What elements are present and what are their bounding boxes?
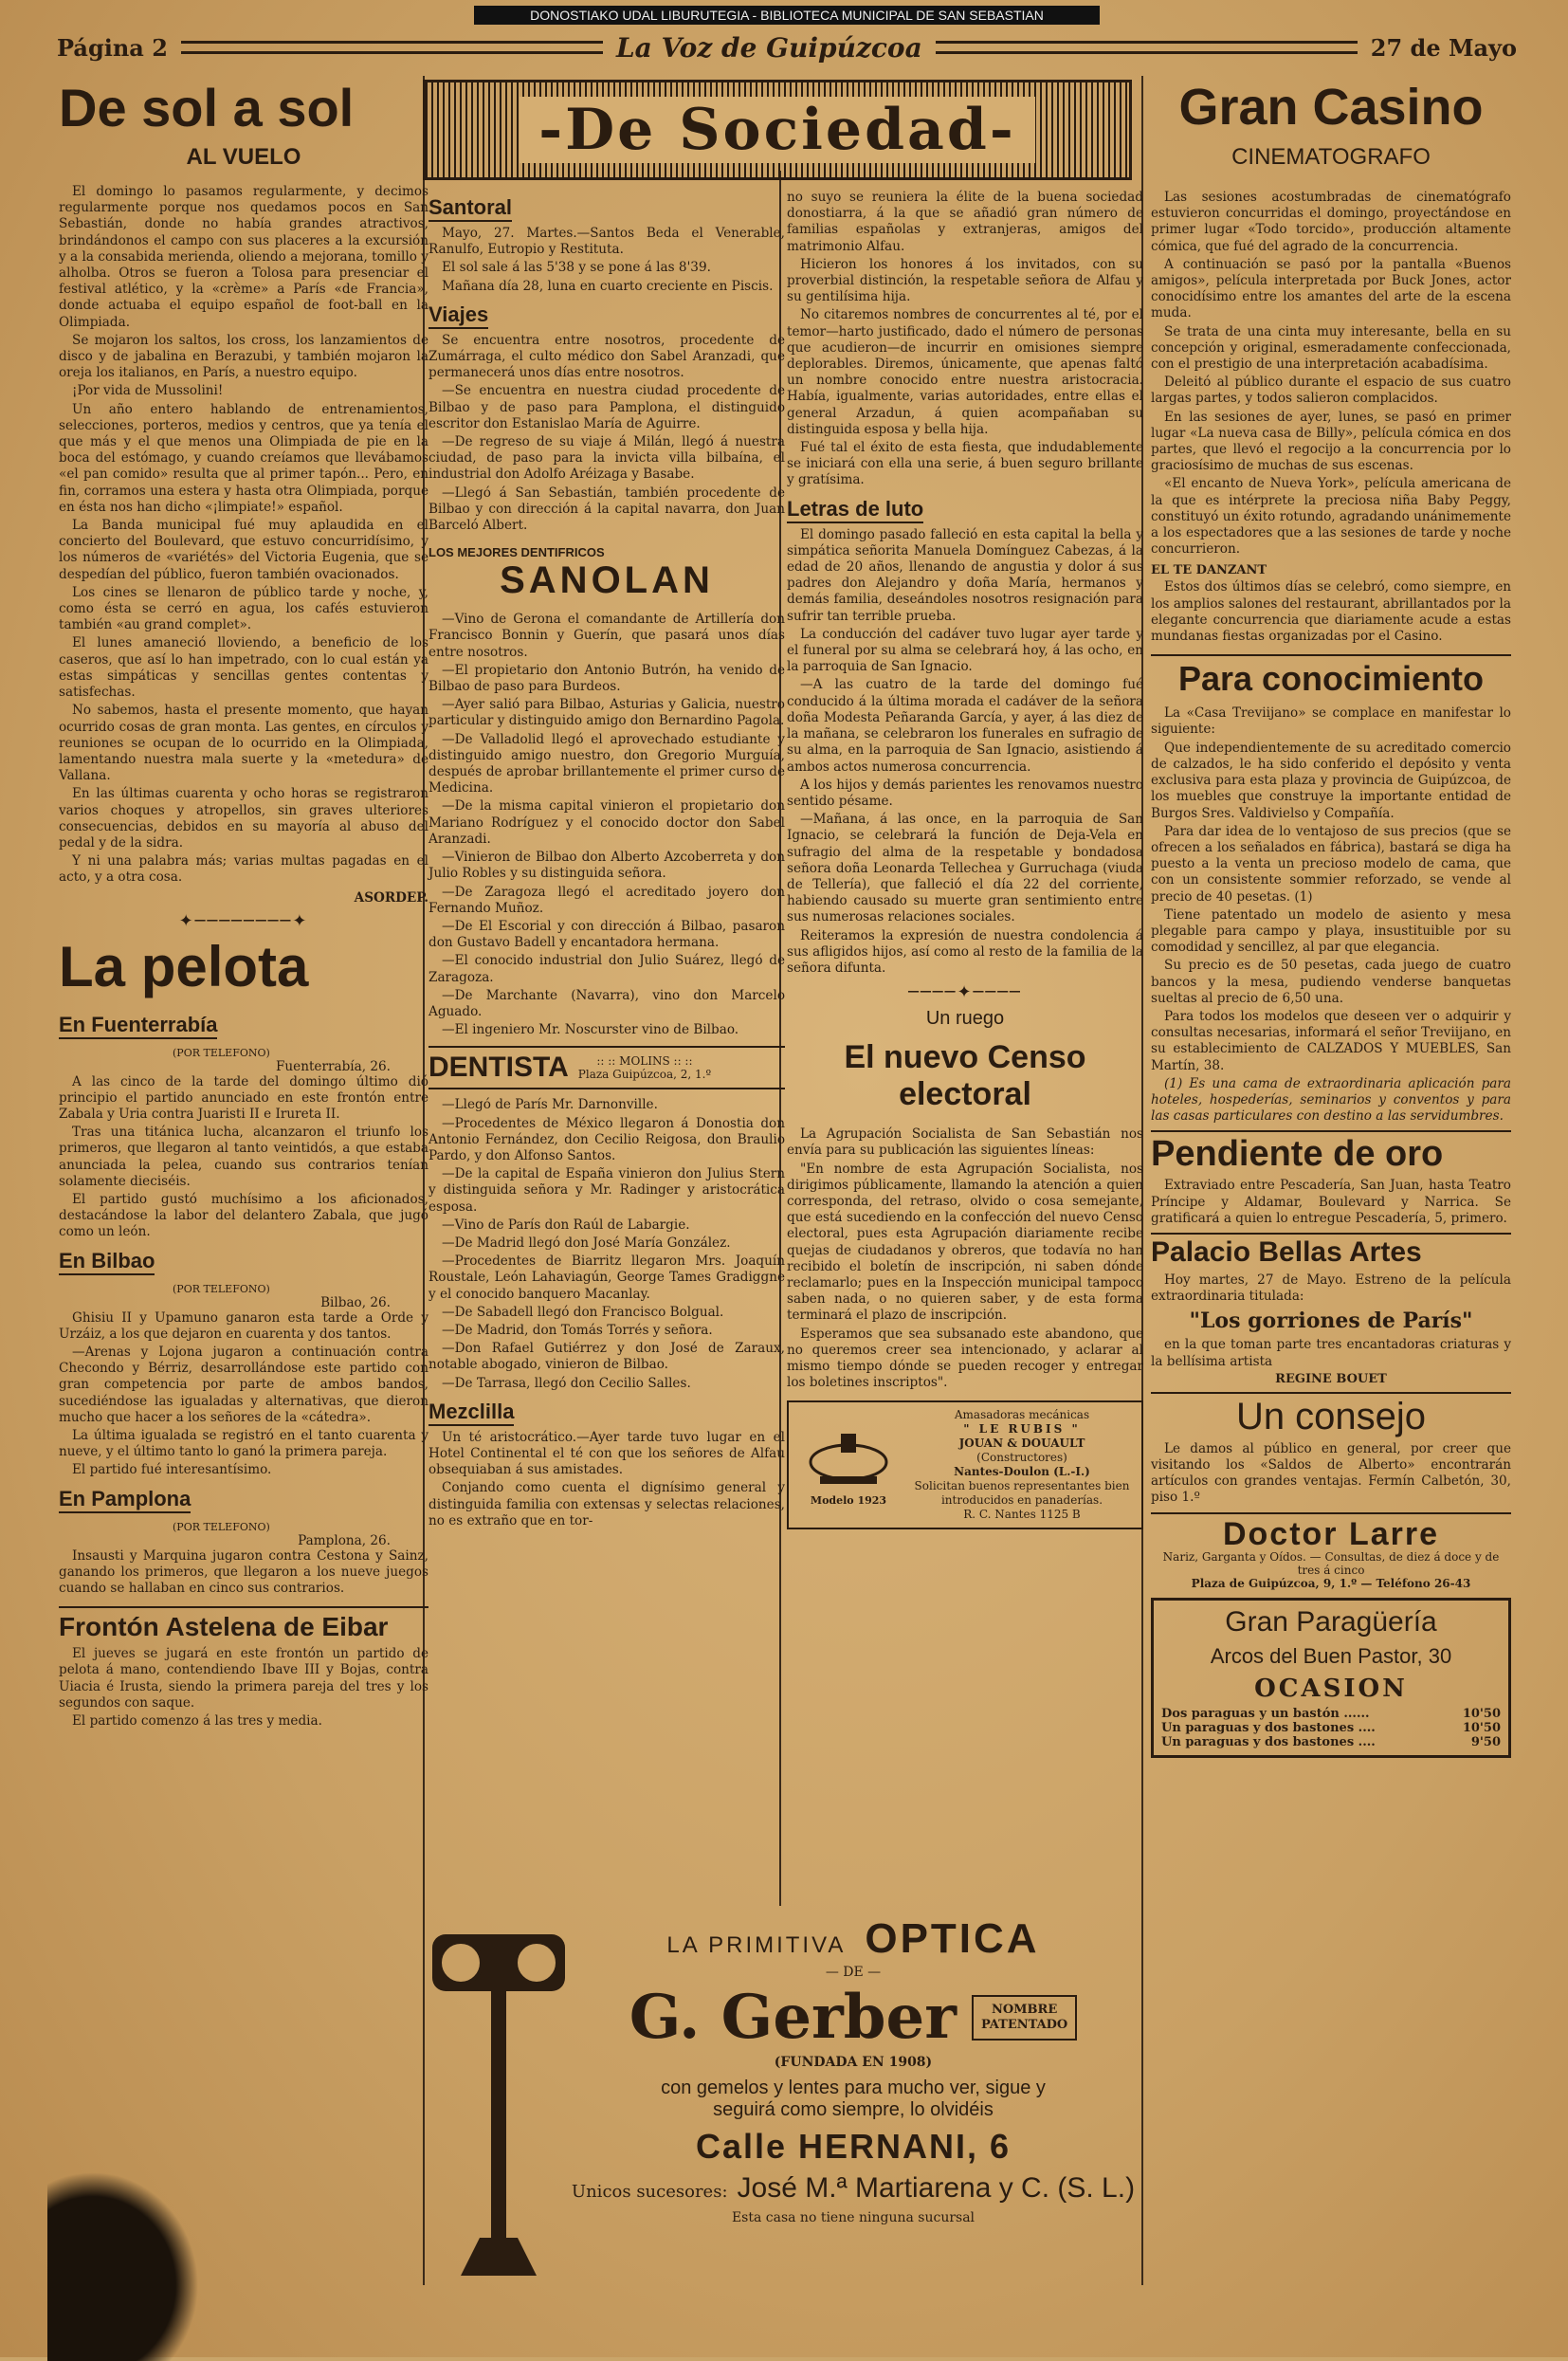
rubis-line: R. C. Nantes 1125 B — [963, 1508, 1081, 1522]
article-paragraph: Su precio es de 50 pesetas, cada juego de cuatro bancos y la mesa, pudiendo venderse banquetas sueltas al precio de 6,50 una. — [1151, 958, 1511, 1006]
article-paragraph: —Llegó de París Mr. Darnonville. — [442, 1097, 658, 1113]
consejo-title: Un consejo — [1235, 1395, 1427, 1437]
article-paragraph: —Don Rafael Gutiérrez y don José de Zaraux, notable abogado, vinieron de Bilbao. — [428, 1341, 785, 1373]
article-paragraph: Se mojaron los saltos, los cross, los lanzamientos de disco y de jabalina en Berazubi, y también mojaron la oreja los italianos, en París, a nuestro equipo. — [59, 332, 428, 381]
article-paragraph: Un té aristocrático.—Ayer tarde tuvo lugar en el Hotel Continental el té con que los señores de Alfau obsequiaban á sus amistades. — [428, 1429, 785, 1478]
article-paragraph: Conjando como cuenta el dignísimo general y distinguida familia con extensas y selectas relaciones, no es extraño que en tor- — [428, 1480, 785, 1528]
optica-name: G. Gerber — [629, 1982, 957, 2053]
article-paragraph: La Agrupación Socialista de San Sebastián nos envía para su publicación las siguientes líneas: — [787, 1126, 1143, 1159]
sanolan-pretitle: LOS MEJORES DENTIFRICOS — [428, 545, 605, 560]
article-paragraph: En las sesiones de ayer, lunes, se pasó en primer lugar «La nueva casa de Billy», película cómica en dos partes, que llevó el regocijo a la concurrencia por lo graciosísimo de muchas de sus escenas. — [1151, 409, 1511, 474]
paraguas-item — [1161, 1721, 1501, 1735]
article-paragraph: Le damos al público en general, por creer que visitando los «Saldos de Alberto» encontrarán artículos con grandes ventajas. Fermín Calbetón, 30, piso 1.º — [1151, 1440, 1511, 1506]
item-label: Dos paraguas y un bastón ...... — [1161, 1706, 1370, 1721]
optica-ad — [569, 1915, 1138, 2295]
article-paragraph: Mayo, 27. Martes.—Santos Beda el Venerable, Ranulfo, Eutropio y Restituta. — [428, 226, 785, 258]
archive-banner: DONOSTIAKO UDAL LIBURUTEGIA - BIBLIOTECA MUNICIPAL DE SAN SEBASTIAN — [474, 6, 1100, 25]
larre-ad — [1151, 1512, 1511, 1590]
ocasion-label: OCASION — [1254, 1674, 1408, 1703]
article-paragraph: Deleitó al público durante el espacio de sus cuatro largas partes, y todos salieron complacidos. — [1151, 375, 1511, 407]
mixer-illustration — [796, 1424, 901, 1507]
rubis-line: " LE RUBIS " — [963, 1422, 1081, 1437]
article-paragraph: —De Madrid llegó don José María González. — [442, 1235, 731, 1251]
article-paragraph: en la que toman parte tres encantadoras criaturas y la bellísima artista — [1151, 1337, 1511, 1369]
article-paragraph: —De Madrid, don Tomás Torrés y señora. — [442, 1322, 713, 1338]
article-paragraph: —El ingeniero Mr. Noscurster vino de Bilbao. — [442, 1022, 739, 1038]
patent-line: NOMBRE — [991, 2002, 1058, 2017]
sociedad-title: -De Sociedad- — [520, 97, 1035, 163]
telephone-note: (POR TELEFONO) — [173, 1520, 270, 1533]
article-paragraph: Extraviado entre Pescadería, San Juan, hasta Teatro Príncipe y Aldamar, Boulevard y Narrica. Se gratificará a quien lo entregue Pescadería, 5, primero. — [1151, 1178, 1511, 1226]
article-paragraph: Se encuentra entre nosotros, procedente de Zumárraga, el culto médico don Sabel Aranzadi, que permanecerá unos días entre nosotros. — [428, 332, 785, 381]
article-paragraph: Los cines se llenaron de público tarde y noche, y, como ésta se cerró en agua, los cafés estuvieron también «au grand complet». — [59, 584, 428, 633]
article-paragraph: Se trata de una cinta muy interesante, bella en su concepción y original, esmeradamente confeccionada, con el prestigio de una interpretación acabadísima. — [1151, 323, 1511, 373]
article-paragraph: —Ayer salió para Bilbao, Asturias y Galicia, nuestro particular y distinguido amigo don Bernardino Pagola. — [428, 697, 785, 729]
masthead-rule — [181, 41, 603, 54]
article-paragraph: "En nombre de esta Agrupación Socialista, nos dirigimos públicamente, llamando la atención a quien corresponda, del retraso, olvido o cosa semejante, que está sucediendo en la confección del nuevo Censo electoral, pues esta Agrupación diariamente recibe quejas de ciudadanos y obreros, que todavía no han recibido el boletín de inscripción, ni saben dónde reclamarlo; pues en la Inspección municipal tampoco saben nada, o no quieren saber, y de esta forma terminará el plazo de inscripción. — [787, 1161, 1143, 1324]
rubis-line: (Constructores) — [976, 1451, 1067, 1465]
article-paragraph: A continuación se pasó por la pantalla «Buenos amigos», película interpretada por Buck Jones, actor conocidísimo entre los amantes del arte de la escena muda. — [1151, 256, 1511, 321]
optica-heading — [569, 1915, 1138, 1963]
te-danzant-head: EL TE DANZANT — [1151, 563, 1267, 578]
paraguas-title: Gran Paragüería — [1225, 1605, 1437, 1638]
article-paragraph: —Vino de Gerona el comandante de Artillería don Francisco Bonnin y Guerín, que pasará unos días entre nosotros. — [428, 612, 785, 660]
rubis-line: Amasadoras mecánicas — [954, 1408, 1090, 1422]
article-paragraph: Las sesiones acostumbradas de cinematógrafo estuvieron concurridas el domingo, proyectándose en primer lugar «Todo torcido», producción altamente cómica, que fué del agrado de la concurrencia. — [1151, 190, 1511, 254]
dentista-address: Plaza Guipúzcoa, 2, 1.º — [577, 1068, 712, 1082]
article-paragraph: Para todos los modelos que deseen ver o adquirir y consultas necesarias, informará el señor Treviijano, en su establecimiento de CALZADOS Y MUEBLES, San Martín, 38. — [1151, 1008, 1511, 1073]
article-paragraph: A los hijos y demás parientes les renovamos nuestro sentido pésame. — [787, 777, 1143, 809]
article-paragraph: —De El Escorial y con dirección á Bilbao, pasaron don Gustavo Badell y encantadora hermana. — [428, 918, 785, 951]
para-section — [1151, 654, 1511, 1125]
column-2 — [428, 190, 785, 1531]
sol-subtitle: AL VUELO — [186, 144, 301, 170]
signature: ASORDEP. — [354, 889, 428, 906]
item-label: Un paraguas y dos bastones .... — [1161, 1734, 1376, 1749]
para-title: Para conocimiento — [1177, 659, 1485, 699]
rubis-line: JOUAN & DOUAULT — [958, 1437, 1085, 1451]
article-paragraph: Tras una titánica lucha, alcanzaron el triunfo los primeros, que llegaron al tanto veintidós, a que estaba anunciada la pelea, cuando sus contrarios tenían solamente dieciséis. — [59, 1125, 428, 1189]
section-head-fuenterrabia: En Fuenterrabía — [59, 1013, 217, 1039]
article-paragraph: El domingo pasado falleció en esta capital la bella y simpática señorita Manuela Domínguez Cabezas, á la edad de 20 años, llenando de angustia y dolor á sus padres don Alejandro y doña María, hermanos y demás familia, deseándoles nosotros resignación para sufrir tan terrible prueba. — [787, 526, 1143, 624]
larre-title: Doctor Larre — [1222, 1515, 1440, 1552]
article-paragraph: Estos dos últimos días se celebró, como siempre, en los amplios salones del restaurant, abrillantados por la elegante concurrencia que diariamente acude a estas mundanas fiestas organizadas por el Casino. — [1151, 579, 1511, 645]
casino-title: Gran Casino — [1178, 79, 1484, 136]
page-number: Página 2 — [57, 33, 168, 62]
article-paragraph: Fué tal el éxito de esta fiesta, que indudablemente se iniciará con ella una serie, á buen seguro brillante y gratísima. — [787, 440, 1143, 488]
ornament-divider: ────✦──── — [908, 982, 1022, 1003]
column-3 — [787, 190, 1143, 1529]
optica-street: Calle HERNANI, 6 — [695, 2127, 1012, 2166]
palacio-artist: REGINE BOUET — [1275, 1371, 1387, 1386]
article-paragraph: —Procedentes de Biarritz llegaron Mrs. Joaquín Roustale, León Lahaviagún, George Tames Gradiggne y el conocido banquero Macanlay. — [428, 1254, 785, 1302]
section-head-pamplona: En Pamplona — [59, 1487, 191, 1513]
pendiente-section — [1151, 1130, 1511, 1227]
paraguas-item — [1161, 1707, 1501, 1721]
patent-line: PATENTADO — [980, 2017, 1068, 2032]
ornament-divider: ✦────────✦ — [178, 910, 309, 931]
rubis-line: Nantes-Doulon (L.-I.) — [954, 1465, 1090, 1479]
article-paragraph: La Banda municipal fué muy aplaudida en el concierto del Boulevard, que estuvo concurridísimo, y los números de «variétés» del Victoria Eugenia, que se despedían del público, fueron también ovacionados. — [59, 518, 428, 582]
optica-de: — DE — — [825, 1965, 882, 1980]
rubis-line: Solicitan buenos representantes bien introducidos en panaderías. — [914, 1479, 1130, 1508]
sanolan-ad: SANOLAN — [500, 559, 714, 602]
palacio-film: "Los gorriones de París" — [1189, 1309, 1473, 1334]
optica-founded: (FUNDADA EN 1908) — [774, 2055, 933, 2070]
masthead-rule — [936, 41, 1358, 54]
optica-slogan: con gemelos y lentes para mucho ver, sigue y — [661, 2077, 1046, 2098]
telephone-note: (POR TELEFONO) — [173, 1046, 270, 1059]
article-paragraph: Tiene patentado un modelo de asiento y mesa plegable para campo y playa, insustituible por su comodidad y sencillez, al par que elegancia. — [1151, 906, 1511, 956]
palacio-title: Palacio Bellas Artes — [1151, 1235, 1422, 1268]
article-paragraph: —De Sabadell llegó don Francisco Bolgual. — [442, 1304, 724, 1320]
damage-stain — [47, 2171, 199, 2361]
dateline: Fuenterrabía, 26. — [275, 1058, 391, 1074]
article-paragraph: —Arenas y Lojona jugaron a continuación contra Checondo y Bérriz, desarrollándose este partido con gran competencia por parte de ambos bandos, sucediéndose las igualadas y alternativas, que dieron mucho que hacer a los señores de la «cátedra». — [59, 1344, 428, 1425]
dateline: Pamplona, 26. — [298, 1532, 391, 1548]
article-paragraph: Hicieron los honores á los invitados, con su proverbial distinción, la respetable señora de Alfau y su gentilísima hija. — [787, 256, 1143, 305]
article-paragraph: —De Zaragoza llegó el acreditado joyero don Fernando Muñoz. — [428, 884, 785, 916]
article-paragraph: —Procedentes de México llegaron á Donostia don Antonio Fernández, don Cecilio Reigosa, don Braulio Pardo, y don Alfonso Santos. — [428, 1115, 785, 1163]
article-paragraph: Esperamos que sea subsanado este abandono, que no queremos creer sea intencionado, y aclarar al mismo tiempo dónde se pueden recoger y entregar los boletines inscriptos". — [787, 1326, 1143, 1391]
fronton-title: Frontón Astelena de Eibar — [59, 1606, 428, 1640]
optica-successors — [569, 2172, 1138, 2205]
article-paragraph: A las cinco de la tarde del domingo último dió principio el partido anunciado en este frontón entre Zabala y Uria contra Juaristi II e Irureta II. — [59, 1073, 428, 1122]
section-head-viajes: Viajes — [428, 302, 488, 329]
article-paragraph: El domingo lo pasamos regularmente, y decimos regularmente porque nos quedamos pocos en San Sebastián, donde no había grandes atractivos, brindándonos el campo con sus placeres a la excursión y a la consabida merienda, oliendo a mejorana, tomillo y alholba. Otros se fueron a Tolosa para presenciar el festival atlético, y la «crème» a París «de Francia», donde actuaba el equipo español de foot-ball en la Olimpiada. — [59, 184, 428, 330]
dentista-ad — [428, 1046, 785, 1089]
section-head-mezclilla: Mezclilla — [428, 1400, 514, 1426]
article-footnote: (1) Es una cama de extraordinaria aplicación para hoteles, hospederías, seminarios y conventos y para las casas particulares con destino a las servidumbres. — [1151, 1075, 1511, 1125]
article-paragraph: —De la misma capital vinieron el propietario don Mariano Rodríguez y el conocido doctor don Sabel Aranzadi. — [428, 798, 785, 847]
telephone-note: (POR TELEFONO) — [173, 1282, 270, 1295]
article-paragraph: —De regreso de su viaje á Milán, llegó á nuestra ciudad, de paso para la invicta villa bilbaína, el industrial don Adolfo Aréizaga y Basabe. — [428, 434, 785, 483]
paraguas-ad — [1151, 1598, 1511, 1758]
rubis-text — [910, 1408, 1134, 1522]
article-paragraph: El partido comenzo á las tres y media. — [72, 1713, 322, 1730]
casino-subtitle: CINEMATOGRAFO — [1231, 144, 1431, 170]
article-paragraph: Hoy martes, 27 de Mayo. Estreno de la película extraordinaria titulada: — [1151, 1272, 1511, 1305]
article-paragraph: Mañana día 28, luna en cuarto creciente en Piscis. — [442, 278, 774, 294]
article-paragraph: El sol sale á las 5'38 y se pone á las 8'39. — [442, 260, 711, 276]
rubis-model: Modelo 1923 — [810, 1493, 887, 1507]
sociedad-banner — [423, 80, 1132, 180]
column-4 — [1151, 76, 1511, 1758]
article-paragraph: —A las cuatro de la tarde del domingo fué conducido á la última morada el cadáver de la señora doña Modesta Peñaranda García, y ayer, á las diez de la mañana, se celebraron los funerales en sufragio de su alma, en la parroquia de San Ignacio, asistiendo á ambos actos numerosa concurrencia. — [787, 677, 1143, 775]
larre-line: Plaza de Guipúzcoa, 9, 1.º — Teléfono 26-43 — [1191, 1576, 1471, 1590]
optica-line2: OPTICA — [865, 1915, 1040, 1962]
article-paragraph: Insausti y Marquina jugaron contra Cestona y Sainz, ganando los primeros, que llegaron a los nueve juegos cuando se hallaban en cinco sus contrarios. — [59, 1547, 428, 1596]
article-paragraph: Ghisiu II y Upamuno ganaron esta tarde a Orde y Urzáiz, a los que dejaron en cuarenta y dos tantos. — [59, 1309, 428, 1342]
article-paragraph: El partido gustó muchísimo a los aficionados, destacándose la labor del delantero Zabala, que jugó como un león. — [59, 1191, 428, 1240]
item-price: 9'50 — [1470, 1734, 1501, 1749]
article-paragraph: no suyo se reuniera la élite de la buena sociedad donostiarra, á la que se añadió gran número de familias españolas y extranjeras, amigos del matrimonio Alfau. — [787, 190, 1143, 254]
optica-note: Esta casa no tiene ninguna sucursal — [731, 2210, 975, 2225]
sol-title: De sol a sol — [59, 78, 355, 137]
item-price: 10'50 — [1462, 1706, 1501, 1721]
article-paragraph: La «Casa Treviijano» se complace en manifestar lo siguiente: — [1151, 705, 1511, 738]
optica-line1: LA PRIMITIVA — [666, 1932, 847, 1958]
article-paragraph: El jueves se jugará en este frontón un partido de pelota á mano, contendiendo Ibave III y Bojas, contra Uiacia é Irusta, siendo la primera pareja del tres y los segundos con saque. — [59, 1646, 428, 1711]
successors-name: José M.ª Martiarena y C. (S. L.) — [737, 2172, 1136, 2204]
article-paragraph: —Mañana, á las once, en la parroquia de San Ignacio, se celebrará la función de Deja-Vela en sufragio del alma de la respetable y bondadosa señora doña Leonarda Tellechea y Gurruchaga (viuda de Tellería), que falleció el día 22 del corriente, habiendo causado su muerte gran sentimiento entre sus numerosas relaciones sociales. — [787, 812, 1143, 925]
larre-line: Nariz, Garganta y Oídos. — Consultas, de diez á doce y de tres á cinco — [1162, 1549, 1500, 1577]
item-price: 10'50 — [1462, 1720, 1501, 1735]
paraguas-item — [1161, 1735, 1501, 1749]
masthead — [57, 28, 1517, 66]
article-paragraph: —De la capital de España vinieron don Julius Stern y distinguida señora y Mr. Radinger y aristocrática esposa. — [428, 1166, 785, 1215]
optica-patent — [972, 1995, 1077, 2041]
article-paragraph: La conducción del cadáver tuvo lugar ayer tarde y el funeral por su alma se celebrará hoy, á las ocho, en la parroquia de San Ignacio. — [787, 626, 1143, 675]
article-paragraph: —El propietario don Antonio Butrón, ha venido de Bilbao de paso para Burdeos. — [428, 662, 785, 695]
dentista-info — [578, 1054, 711, 1081]
article-paragraph: Para dar idea de lo ventajoso de sus precios (que se ofrecen a los señalados en fábrica), bastará se diga ha puesto a la venta un precioso modelo de cama, que con un consistente sommier reforzado, se vende al precio de 40 pesetas. (1) — [1151, 823, 1511, 905]
article-paragraph: Y ni una palabra más; varias multas pagadas en el acto, y a otra cosa. — [59, 853, 428, 886]
article-paragraph: Un año entero hablando de entrenamientos, selecciones, porteros, medios y centros, que ya tenía el que más y el que menos una Olimpiada de pie en la boca del estómago, y cuando creíamos que llevábamos «el pan comido» resulta que al primer tapón... Pero, en fin, corramos una estera y hasta otra Olimpiada, porque en ésta nos han dicho «¡limpiate!» español. — [59, 401, 428, 515]
pelota-title: La pelota — [59, 934, 309, 998]
article-paragraph: —Se encuentra en nuestra ciudad procedente de Bilbao y de paso para Pamplona, el distinguido escritor don Estanislao María de Aguirre. — [428, 383, 785, 431]
article-paragraph: —De Marchante (Navarra), vino don Marcelo Aguado. — [428, 987, 785, 1019]
binoculars-illustration — [423, 1915, 574, 2285]
dentista-title: DENTISTA — [428, 1052, 569, 1084]
article-paragraph: Que independientemente de su acreditado comercio de calzados, le ha sido conferido el depósito y venta exclusiva para esta plaza y provincia de Guipúzcoa, de los muebles que construye la importante entidad de Burgos Sres. Valdivielso y Compañía. — [1151, 740, 1511, 821]
article-paragraph: —De Tarrasa, llegó don Cecilio Salles. — [442, 1375, 691, 1391]
article-paragraph: ¡Por vida de Mussolini! — [72, 383, 224, 399]
censo-title: El nuevo Censo electoral — [844, 1039, 1086, 1113]
article-paragraph: «El encanto de Nueva York», película americana de la que es intérprete la preciosa niña Baby Peggy, constituyó un éxito rotundo, agradando unánimemente a los espectadores que a las sesiones de tarde y noche concurrieron. — [1151, 476, 1511, 558]
article-paragraph: El partido fué interesantísimo. — [72, 1462, 272, 1478]
article-paragraph: La última igualada se registró en el tanto cuarenta y nueve, y el último tanto lo ganó la primera pareja. — [59, 1427, 428, 1460]
article-paragraph: No citaremos nombres de concurrentes al té, por el temor—harto justificado, dado el número de personas que acudieron—de incurrir en omisiones siempre deplorables. Diremos, únicamente, que apenas faltó un nombre conocido entre nuestra aristocracia. Había, igualmente, varias autoridades, entre ellas el general Arzadun, á quien acompañaban su distinguida esposa y bella hija. — [787, 307, 1143, 437]
optica-name-row — [569, 1982, 1138, 2053]
article-paragraph: —Vinieron de Bilbao don Alberto Azcoberreta y don Julio Robles y su distinguida señora. — [428, 850, 785, 882]
ruego-title: Un ruego — [925, 1008, 1005, 1030]
column-1 — [59, 76, 428, 1731]
issue-date: 27 de Mayo — [1370, 33, 1518, 62]
mixer-icon — [801, 1424, 896, 1491]
optica-slogan: seguirá como siempre, lo olvidéis — [713, 2099, 994, 2120]
dateline: Bilbao, 26. — [320, 1294, 391, 1310]
paper-name: La Voz de Guipúzcoa — [615, 31, 922, 64]
article-paragraph: En las últimas cuarenta y ocho horas se registraron varios choques y atropellos, sin graves ulteriores consecuencias, debidos en su mayoría al abuso del pedal y de la sidra. — [59, 786, 428, 851]
rubis-ad — [787, 1400, 1143, 1529]
article-paragraph: El lunes amaneció lloviendo, a beneficio de los caseros, que así lo han impetrado, con lo cual están ya estas simpáticas y sencillas gentes contentas y satisfechas. — [59, 635, 428, 701]
consejo-section — [1151, 1392, 1511, 1507]
section-head-santoral: Santoral — [428, 195, 512, 222]
dentista-name: :: :: MOLINS :: :: — [596, 1054, 693, 1069]
article-paragraph: —El conocido industrial don Julio Suárez, llegó de Zaragoza. — [428, 953, 785, 985]
pendiente-title: Pendiente de oro — [1151, 1134, 1444, 1175]
article-paragraph: —Llegó á San Sebastián, también procedente de Bilbao y con dirección á la capital navarra, don Juan Barceló Albert. — [428, 485, 785, 534]
article-paragraph: —De Valladolid llegó el aprovechado estudiante y distinguido amigo nuestro, don Gregorio Murguía, después de aprobar brillantemente el primer curso de Medicina. — [428, 731, 785, 796]
palacio-section — [1151, 1233, 1511, 1386]
section-head-luto: Letras de luto — [787, 497, 923, 523]
article-paragraph: No sabemos, hasta el presente momento, que hayan ocurrido cosas de gran monta. Las gentes, en círculos y reuniones se ocupan de lo ocurrido en la Olimpiada, lamentando nuestra mala suerte y la «metedura» de Vallana. — [59, 703, 428, 784]
article-paragraph: Reiteramos la expresión de nuestra condolencia á sus afligidos hijos, así como al resto de la familia de la señora difunta. — [787, 927, 1143, 976]
item-label: Un paraguas y dos bastones .... — [1161, 1720, 1376, 1735]
section-head-bilbao: En Bilbao — [59, 1249, 155, 1275]
binoculars-icon — [423, 1915, 574, 2285]
paraguas-address: Arcos del Buen Pastor, 30 — [1210, 1643, 1452, 1668]
article-paragraph: —Vino de París don Raúl de Labargie. — [442, 1217, 690, 1233]
successors-prefix: Unicos sucesores: — [571, 2182, 728, 2202]
